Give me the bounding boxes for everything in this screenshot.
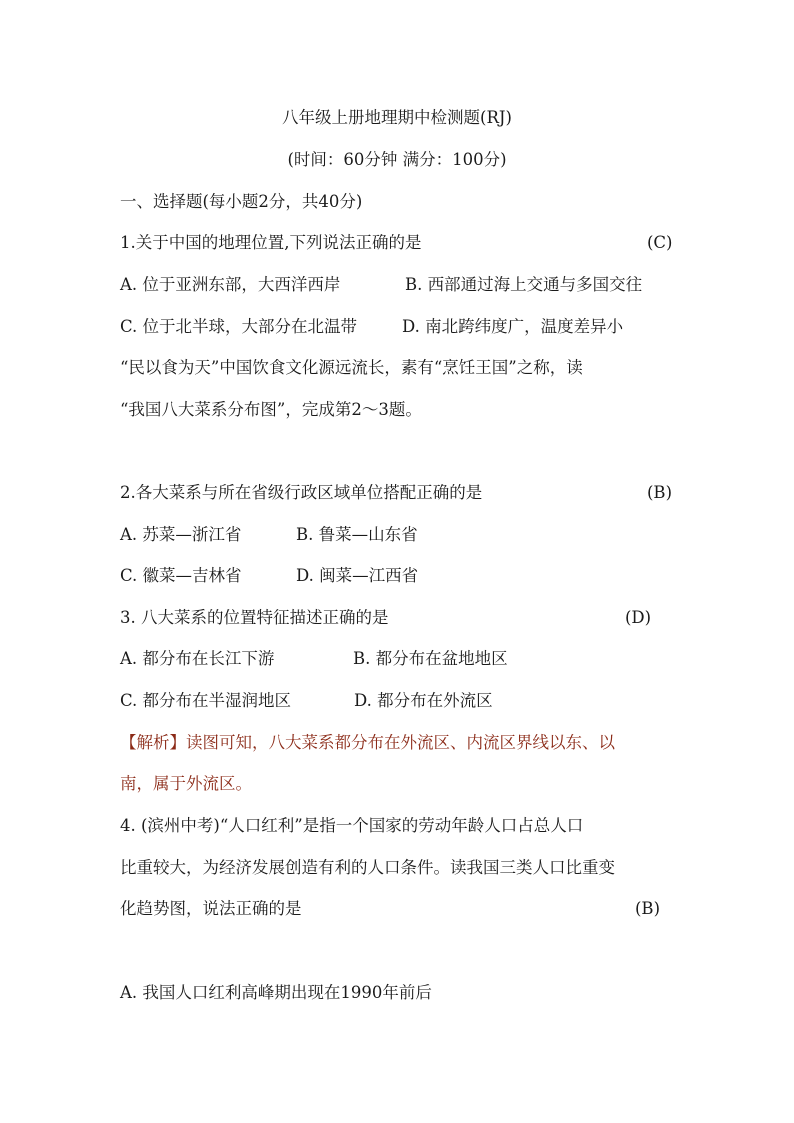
question-1-option-a: A. 位于亚洲东部，大西洋西岸	[120, 275, 341, 294]
question-3-stem	[120, 607, 680, 629]
question-2-option-a: A. 苏菜—浙江省	[120, 525, 242, 544]
question-1-option-b: B. 西部通过海上交通与多国交往	[405, 275, 643, 294]
question-4-option-a: A. 我国人口红利高峰期出现在1990年前后	[120, 983, 432, 1002]
question-1-options-cd	[120, 316, 680, 338]
question-2-text: 2.各大菜系与所在省级行政区域单位搭配正确的是	[120, 483, 483, 502]
question-3-text: 3. 八大菜系的位置特征描述正确的是	[120, 608, 389, 627]
analysis-text-1: 读图可知，八大菜系都分布在外流区、内流区界线以东、以	[186, 733, 615, 752]
question-2-options-cd	[120, 565, 680, 587]
question-4-line-2: 比重较大，为经济发展创造有利的人口条件。读我国三类人口比重变	[120, 858, 615, 877]
question-1-text: 1.关于中国的地理位置,下列说法正确的是	[120, 233, 422, 252]
question-3-options-ab	[120, 648, 680, 670]
analysis-line-1	[120, 732, 680, 754]
question-4-answer: (B)	[635, 899, 660, 918]
question-1-stem	[120, 232, 680, 254]
question-1-options-ab	[120, 274, 680, 296]
question-4-line-3	[120, 898, 680, 920]
section-heading: 一、选择题(每小题2分，共40分)	[120, 192, 363, 211]
question-3-option-d: D. 都分布在外流区	[354, 691, 493, 710]
intro-line-1: “民以食为天”中国饮食文化源远流长，素有“烹饪王国”之称，读	[120, 358, 583, 377]
question-3-option-c: C. 都分布在半湿润地区	[120, 691, 292, 710]
question-1-answer: (C)	[647, 233, 673, 252]
question-2-options-ab	[120, 524, 680, 546]
question-3-option-a: A. 都分布在长江下游	[120, 649, 275, 668]
question-3-options-cd	[120, 690, 680, 712]
analysis-line-2: 南，属于外流区。	[120, 774, 252, 793]
question-2-stem	[120, 482, 680, 504]
question-3-option-b: B. 都分布在盆地地区	[353, 649, 508, 668]
question-4-line-1: 4. (滨州中考)“人口红利”是指一个国家的劳动年龄人口占总人口	[120, 816, 584, 835]
analysis-tag: 【解析】	[120, 733, 186, 752]
question-2-option-b: B. 鲁菜—山东省	[296, 525, 418, 544]
question-4-text: 化趋势图，说法正确的是	[120, 899, 302, 918]
question-1-option-d: D. 南北跨纬度广，温度差异小	[402, 317, 624, 336]
question-2-option-d: D. 闽菜—江西省	[296, 566, 419, 585]
exam-subtitle: (时间：60分钟 满分：100分)	[287, 150, 507, 169]
question-1-option-c: C. 位于北半球，大部分在北温带	[120, 317, 358, 336]
exam-title: 八年级上册地理期中检测题(RJ)	[282, 108, 512, 127]
question-3-answer: (D)	[625, 608, 652, 627]
question-2-answer: (B)	[647, 483, 672, 502]
intro-line-2: “我国八大菜系分布图”，完成第2～3题。	[120, 400, 422, 419]
question-2-option-c: C. 徽菜—吉林省	[120, 566, 242, 585]
